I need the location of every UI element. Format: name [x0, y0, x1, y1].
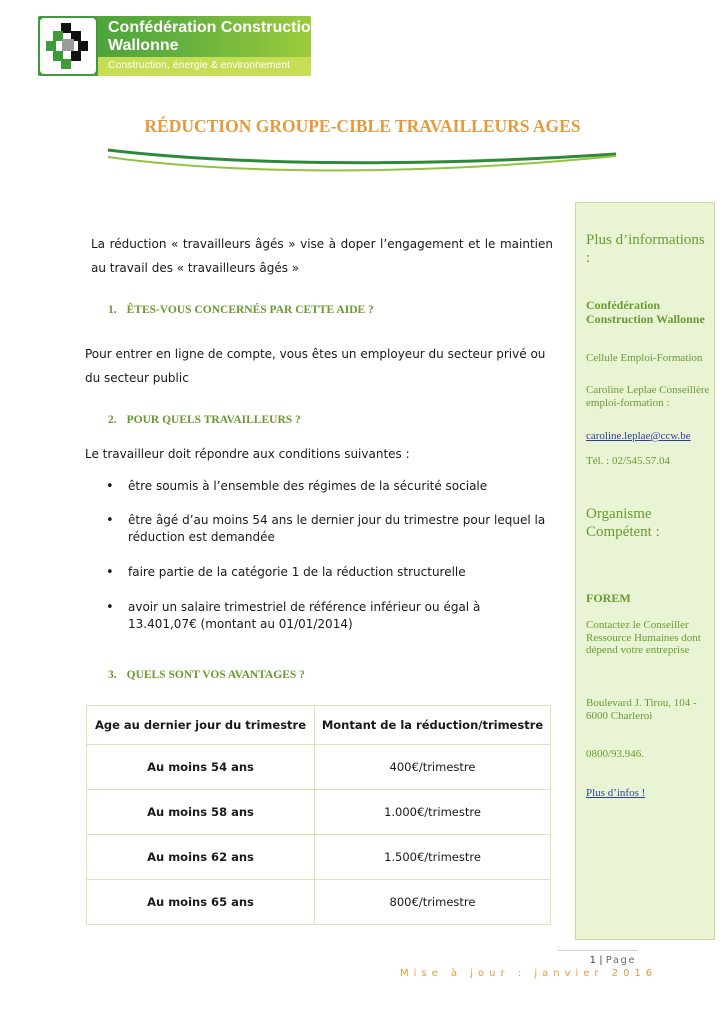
sidebar-org1-contact: Caroline Leplae Conseillère emploi-formation : — [586, 384, 710, 409]
sidebar-org2-name: FOREM — [586, 591, 631, 605]
table-cell: Au moins 62 ans — [87, 835, 315, 880]
section-1-text: Pour entrer en ligne de compte, vous êtes un employeur du secteur privé ou du secteur public — [85, 347, 546, 385]
logo-tagline-band — [98, 57, 311, 76]
info-sidebar — [575, 202, 715, 940]
table-cell: 400€/trimestre — [315, 745, 551, 790]
conditions-list — [106, 478, 546, 633]
section-1-heading: 1. ÊTES-VOUS CONCERNÉS PAR CETTE AIDE ? — [108, 304, 374, 316]
page-number: 1 | Page — [589, 955, 636, 966]
table-cell: Au moins 58 ans — [87, 790, 315, 835]
sidebar-competent-title: Organisme Compétent : — [586, 506, 660, 540]
page-title: RÉDUCTION GROUPE-CIBLE TRAVAILLEURS AGES — [144, 116, 581, 136]
sidebar-org1-email-link[interactable]: caroline.leplae@ccw.be — [586, 430, 691, 442]
table-cell: 1.500€/trimestre — [315, 835, 551, 880]
logo-name: Confédération Construction Wallonne — [108, 19, 321, 54]
reduction-table — [86, 705, 551, 925]
table-row — [87, 745, 551, 790]
list-item: • avoir un salaire trimestriel de référence inférieur ou égal à 13.401,07€ (montant au 01/01/2014) — [106, 599, 546, 633]
section-2-heading: 2. POUR QUELS TRAVAILLEURS ? — [108, 414, 301, 426]
title-swoosh-decoration — [105, 142, 620, 182]
table-cell: 1.000€/trimestre — [315, 790, 551, 835]
table-header: Montant de la réduction/trimestre — [315, 706, 551, 745]
sidebar-org2-address: Boulevard J. Tirou, 104 - 6000 Charleroi — [586, 697, 697, 722]
footer-divider — [558, 950, 638, 951]
sidebar-org2-contact: Contactez le Conseiller Ressource Humaines dont dépend votre entreprise — [586, 619, 701, 656]
sidebar-org1-name: Confédération Construction Wallonne — [586, 298, 705, 326]
section-2-text: Le travailleur doit répondre aux conditions suivantes : — [85, 447, 410, 461]
sidebar-org2-phone: 0800/93.946. — [586, 748, 645, 760]
ccw-logo-icon — [38, 16, 98, 76]
sidebar-more-info-link[interactable]: Plus d’infos ! — [586, 787, 646, 799]
table-header-row — [87, 706, 551, 745]
table-cell: Au moins 54 ans — [87, 745, 315, 790]
sidebar-org1-phone: Tél. : 02/545.57.04 — [586, 455, 671, 467]
list-item: • être soumis à l’ensemble des régimes de la sécurité sociale — [106, 478, 546, 495]
table-row — [87, 790, 551, 835]
sidebar-info-title: Plus d’informations : — [586, 232, 705, 266]
update-date: Mise à jour : janvier 2016 — [400, 968, 658, 979]
section-3-heading: 3. QUELS SONT VOS AVANTAGES ? — [108, 669, 305, 681]
logo-tagline: Construction, énergie & environnement — [108, 59, 291, 71]
ccw-logo — [38, 16, 321, 76]
table-cell: Au moins 65 ans — [87, 880, 315, 925]
list-item: • être âgé d’au moins 54 ans le dernier jour du trimestre pour lequel la réduction est demandée — [106, 512, 546, 546]
intro-paragraph: La réduction « travailleurs âgés » vise à doper l’engagement et le maintien au travail des « travailleurs âgés » — [91, 237, 553, 275]
sidebar-org1-unit: Cellule Emploi-Formation — [586, 352, 703, 364]
table-row — [87, 835, 551, 880]
list-item: • faire partie de la catégorie 1 de la réduction structurelle — [106, 564, 546, 581]
table-cell: 800€/trimestre — [315, 880, 551, 925]
table-row — [87, 880, 551, 925]
table-header: Age au dernier jour du trimestre — [87, 706, 315, 745]
